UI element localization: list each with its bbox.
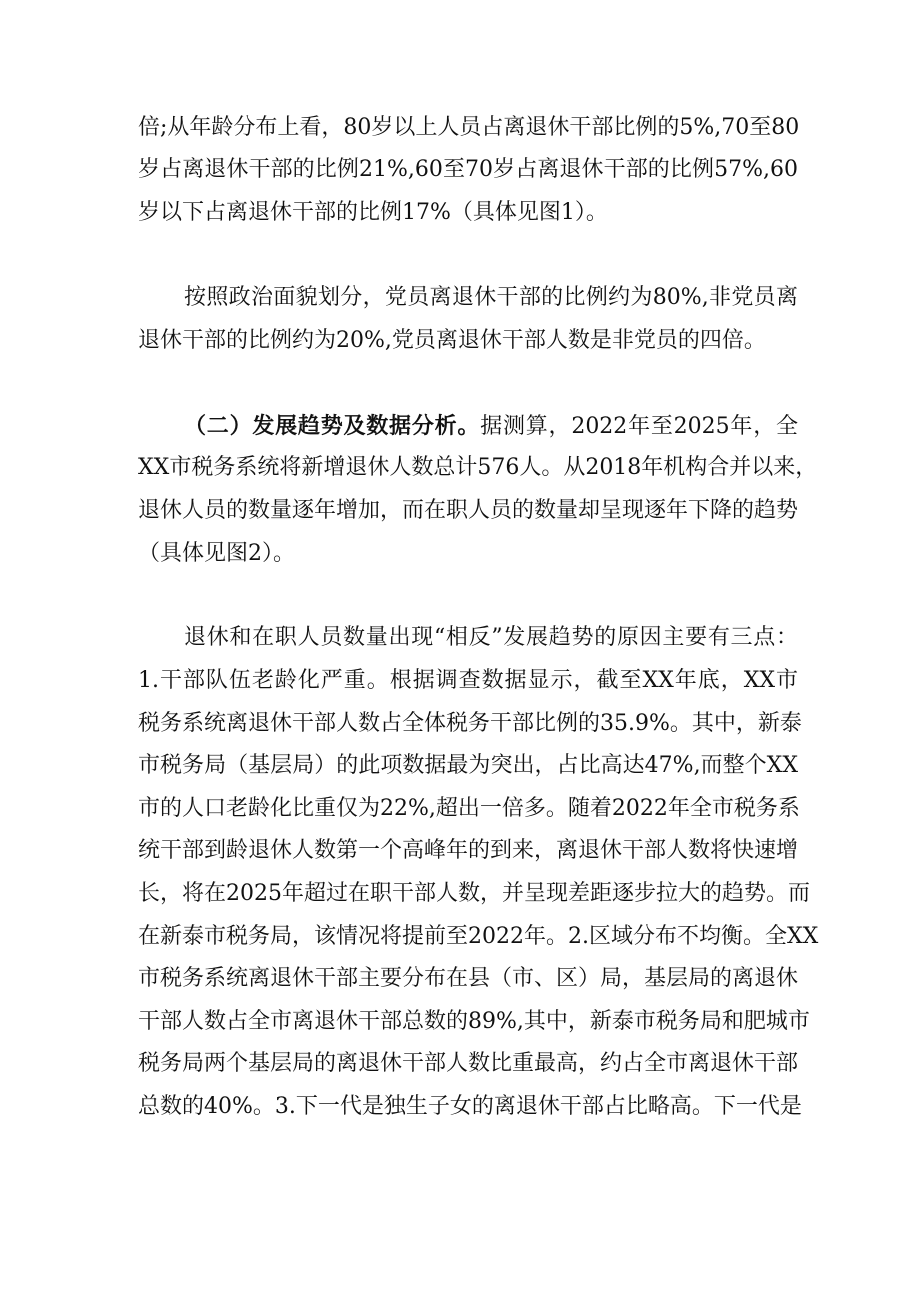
text-line: 岁占离退休干部的比例21%,60至70岁占离退休干部的比例57%,60 (138, 157, 798, 182)
section-heading: （二）发展趋势及数据分析。 (184, 413, 481, 439)
text-line: XX市税务系统将新增退休人数总计576人。从2018年机构合并以来， (138, 455, 818, 480)
text-line (184, 406, 798, 446)
text-line: 税务局两个基层局的离退休干部人数比重最高，约占全市离退休干部 (138, 1051, 799, 1076)
text-line: 按照政治面貌划分，党员离退休干部的比例约为80%,非党员离 (184, 285, 798, 310)
text-line: 税务系统离退休干部人数占全体税务干部比例的35.9%。其中，新泰 (138, 711, 802, 736)
text-line: 市的人口老龄化比重仅为22%,超出一倍多。随着2022年全市税务系 (138, 796, 800, 821)
text-line: 总数的40%。3.下一代是独生子女的离退休干部占比略高。下一代是 (138, 1094, 802, 1119)
text-line: 市税务局（基层局）的此项数据最为突出，占比高达47%,而整个XX (138, 753, 798, 778)
text-line: 统干部到龄退休人数第一个高峰年的到来，离退休干部人数将快速增 (138, 838, 799, 863)
text-line: 倍;从年龄分布上看，80岁以上人员占离退休干部比例的5%,70至80 (138, 115, 800, 140)
text-line: （具体见图2）。 (138, 541, 295, 566)
text-line: 退休人员的数量逐年增加，而在职人员的数量却呈现逐年下降的趋势 (138, 498, 799, 523)
text-line: 1.干部队伍老龄化严重。根据调查数据显示，截至XX年底，XX市 (138, 668, 798, 693)
text-line: 长，将在2025年超过在职干部人数，并呈现差距逐步拉大的趋势。而 (138, 881, 810, 906)
text-run: 据测算，2022年至2025年，全 (480, 414, 798, 439)
text-line: 在新泰市税务局，该情况将提前至2022年。2.区域分布不均衡。全XX (138, 924, 819, 949)
text-line: 市税务系统离退休干部主要分布在县（市、区）局，基层局的离退休 (138, 966, 799, 991)
text-line: 退休和在职人员数量出现“相反”发展趋势的原因主要有三点： (184, 625, 798, 650)
text-line: 干部人数占全市离退休干部总数的89%,其中，新泰市税务局和肥城市 (138, 1009, 810, 1034)
text-line: 退休干部的比例约为20%,党员离退休干部人数是非党员的四倍。 (138, 328, 766, 353)
text-line: 岁以下占离退休干部的比例17%（具体见图1）。 (138, 200, 608, 225)
